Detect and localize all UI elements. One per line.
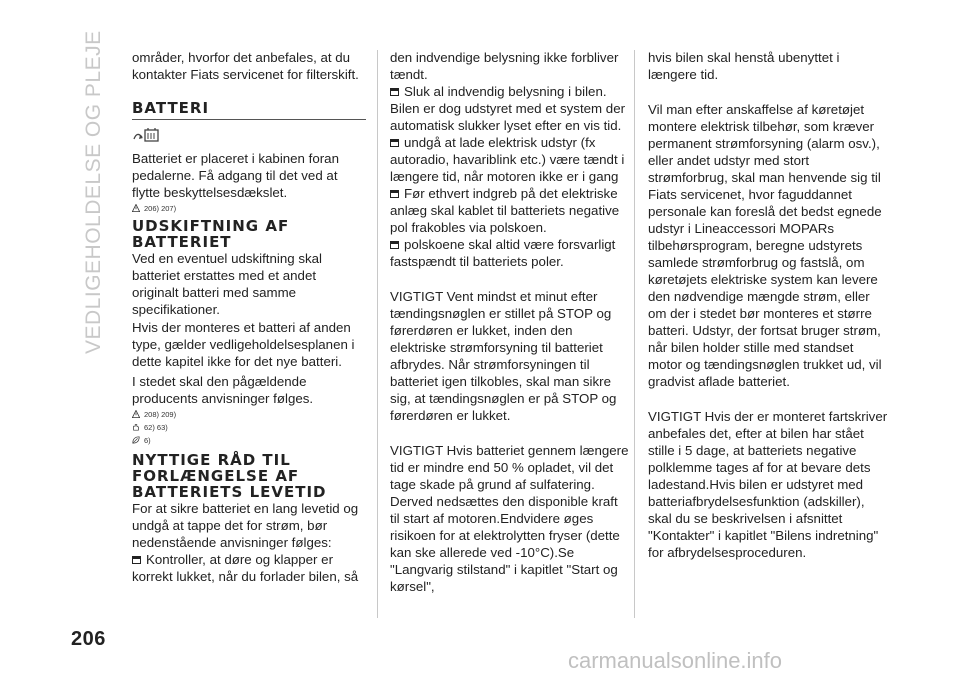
column-divider-1 [377,50,378,618]
refs-warning-2-text: 208) 209) [144,410,177,419]
bullet-equipment-text: undgå at lade elektrisk udstyr (fx autoradio, havariblink etc.) være tændt i længere tid, når motoren ikke er i gang [390,135,625,184]
accessory-paragraph: Vil man efter anskaffelse af køretøjet montere elektrisk tilbehør, som kræver permanent strømforsyning (alarm osv.), eller andet udstyr med stort strømforbrug, skal man henvende sig til Fiats servicenet, hvor faguddannet personale kan foreslå det bedst egnede udstyr i Lineaccessori MOPARs tilbehørsprogram, beregne udstyrets samlede strømforbrug og fastslå, om køretøjets elektriske system kan levere den nødvendige mængde strøm, eller om der i stedet bør monteres et større batteri. Udstyr, der fortsat bruger strøm, når bilen holder stille med standset motor og tændingsnøglen trukket ud, vil gradvist aflade batteriet. [648,102,882,389]
square-bullet-icon [390,139,399,147]
square-bullet-icon [132,556,141,564]
udskiftning-p1: Ved en eventuel udskiftning skal batteriet erstattes med et andet originalt batteri med samme specifikationer. [132,251,322,317]
square-bullet-icon [390,88,399,96]
bullet-light [390,83,630,134]
refs-environment [132,436,362,446]
udskiftning-heading: UDSKIFTNING AF BATTERIET [132,217,290,251]
column-2 [390,49,630,595]
warning-triangle-icon [132,204,140,212]
refs-caution-text: 62) 63) [144,423,168,432]
column-1 [132,49,362,585]
udskiftning-p2: Hvis der monteres et batteri af anden type, gælder vedligeholdelsesplanen i dette kapitel ikke for det nye batteri. [132,320,355,369]
vigtigt-note-3: VIGTIGT Hvis der er monteret fartskriver anbefales det, efter at bilen har stået stille i 5 dage, at batteriets negative polklemme tages af for at bevare dets ladestand.Hvis bilen er udstyret med batteriafbrydelsesfunktion (adskiller), skal du se beskrivelsen i afsnittet "Kontakter" i kapitlet "Bilens indretning" for afbrydelsesproceduren. [648,409,888,560]
refs-warning [132,204,362,214]
refs-environment-text: 6) [144,436,151,445]
refs-caution [132,423,362,433]
bullet-pole-clamps-text: polskoene skal altid være forsvarligt fastspændt til batteriets poler. [390,237,616,269]
watermark: carmanualsonline.info [568,648,783,673]
bullet-light-text: Sluk al indvendig belysning i bilen. Bilen er dog udstyret med et system der automatisk slukker lyset efter en vis tid. [390,84,626,133]
vigtigt-note-2: VIGTIGT Hvis batteriet gennem længere tid er mindre end 50 % opladet, vil det tage skade på grund af sulfatering. Derved nedsættes den disponible kraft til start af motoren.Endvidere øges risikoen for at elektrolytten fryser (dette kan ske allerede ved -10°C).Se "Langvarig stilstand" i kapitlet "Start og kørsel", [390,443,629,594]
environment-leaf-icon [132,436,140,444]
bullet-equipment [390,134,630,185]
page-number: 206 [71,628,106,650]
warning-triangle-icon [132,410,140,418]
bullet-negative-pole-text: Før ethvert indgreb på det elektriske anlæg skal kablet til batteriets negative pol frakobles via polskoen. [390,186,620,235]
continued-text-3: hvis bilen skal henstå ubenyttet i længere tid. [648,50,840,82]
bullet-doors [132,551,362,585]
heading-rule [132,119,366,120]
nyttige-raad-p1: For at sikre batteriet en lang levetid og undgå at tappe det for strøm, bør nedenstående anvisninger følges: [132,501,359,550]
chapter-side-title: VEDLIGEHOLDELSE OG PLEJE [82,30,105,354]
udskiftning-p3: I stedet skal den pågældende producents anvisninger følges. [132,374,314,406]
vigtigt-note-1: VIGTIGT Vent mindst et minut efter tændingsnøglen er stillet på STOP og førerdøren er lukket, inden den elektriske strømforsyning til batteriet afbrydes. Når strømforsyningen til batteriet igen tilkobles, skal man sikre sig, at tændingsnøglen er på STOP og førerdøren er lukket. [390,289,617,423]
square-bullet-icon [390,241,399,249]
batteri-heading: BATTERI [132,99,210,117]
caution-hand-icon [132,423,140,431]
battery-recycle-warning-icon [132,127,160,143]
square-bullet-icon [390,190,399,198]
bullet-doors-text: Kontroller, at døre og klapper er korrekt lukket, når du forlader bilen, så [132,552,359,584]
bullet-negative-pole [390,185,630,236]
continued-text: den indvendige belysning ikke forbliver tændt. [390,50,619,82]
batteri-text: Batteriet er placeret i kabinen foran pedalerne. Få adgang til det ved at flytte beskyttelsesdækslet. [132,151,339,200]
bullet-pole-clamps [390,236,630,270]
nyttige-raad-heading: NYTTIGE RÅD TIL FORLÆNGELSE AF BATTERIETS LEVETID [132,451,327,501]
column-divider-2 [634,50,635,618]
refs-warning-2 [132,410,362,420]
column-3 [648,49,888,561]
intro-text: områder, hvorfor det anbefales, at du kontakter Fiats servicenet for filterskift. [132,50,359,82]
refs-warning-text: 206) 207) [144,204,177,213]
